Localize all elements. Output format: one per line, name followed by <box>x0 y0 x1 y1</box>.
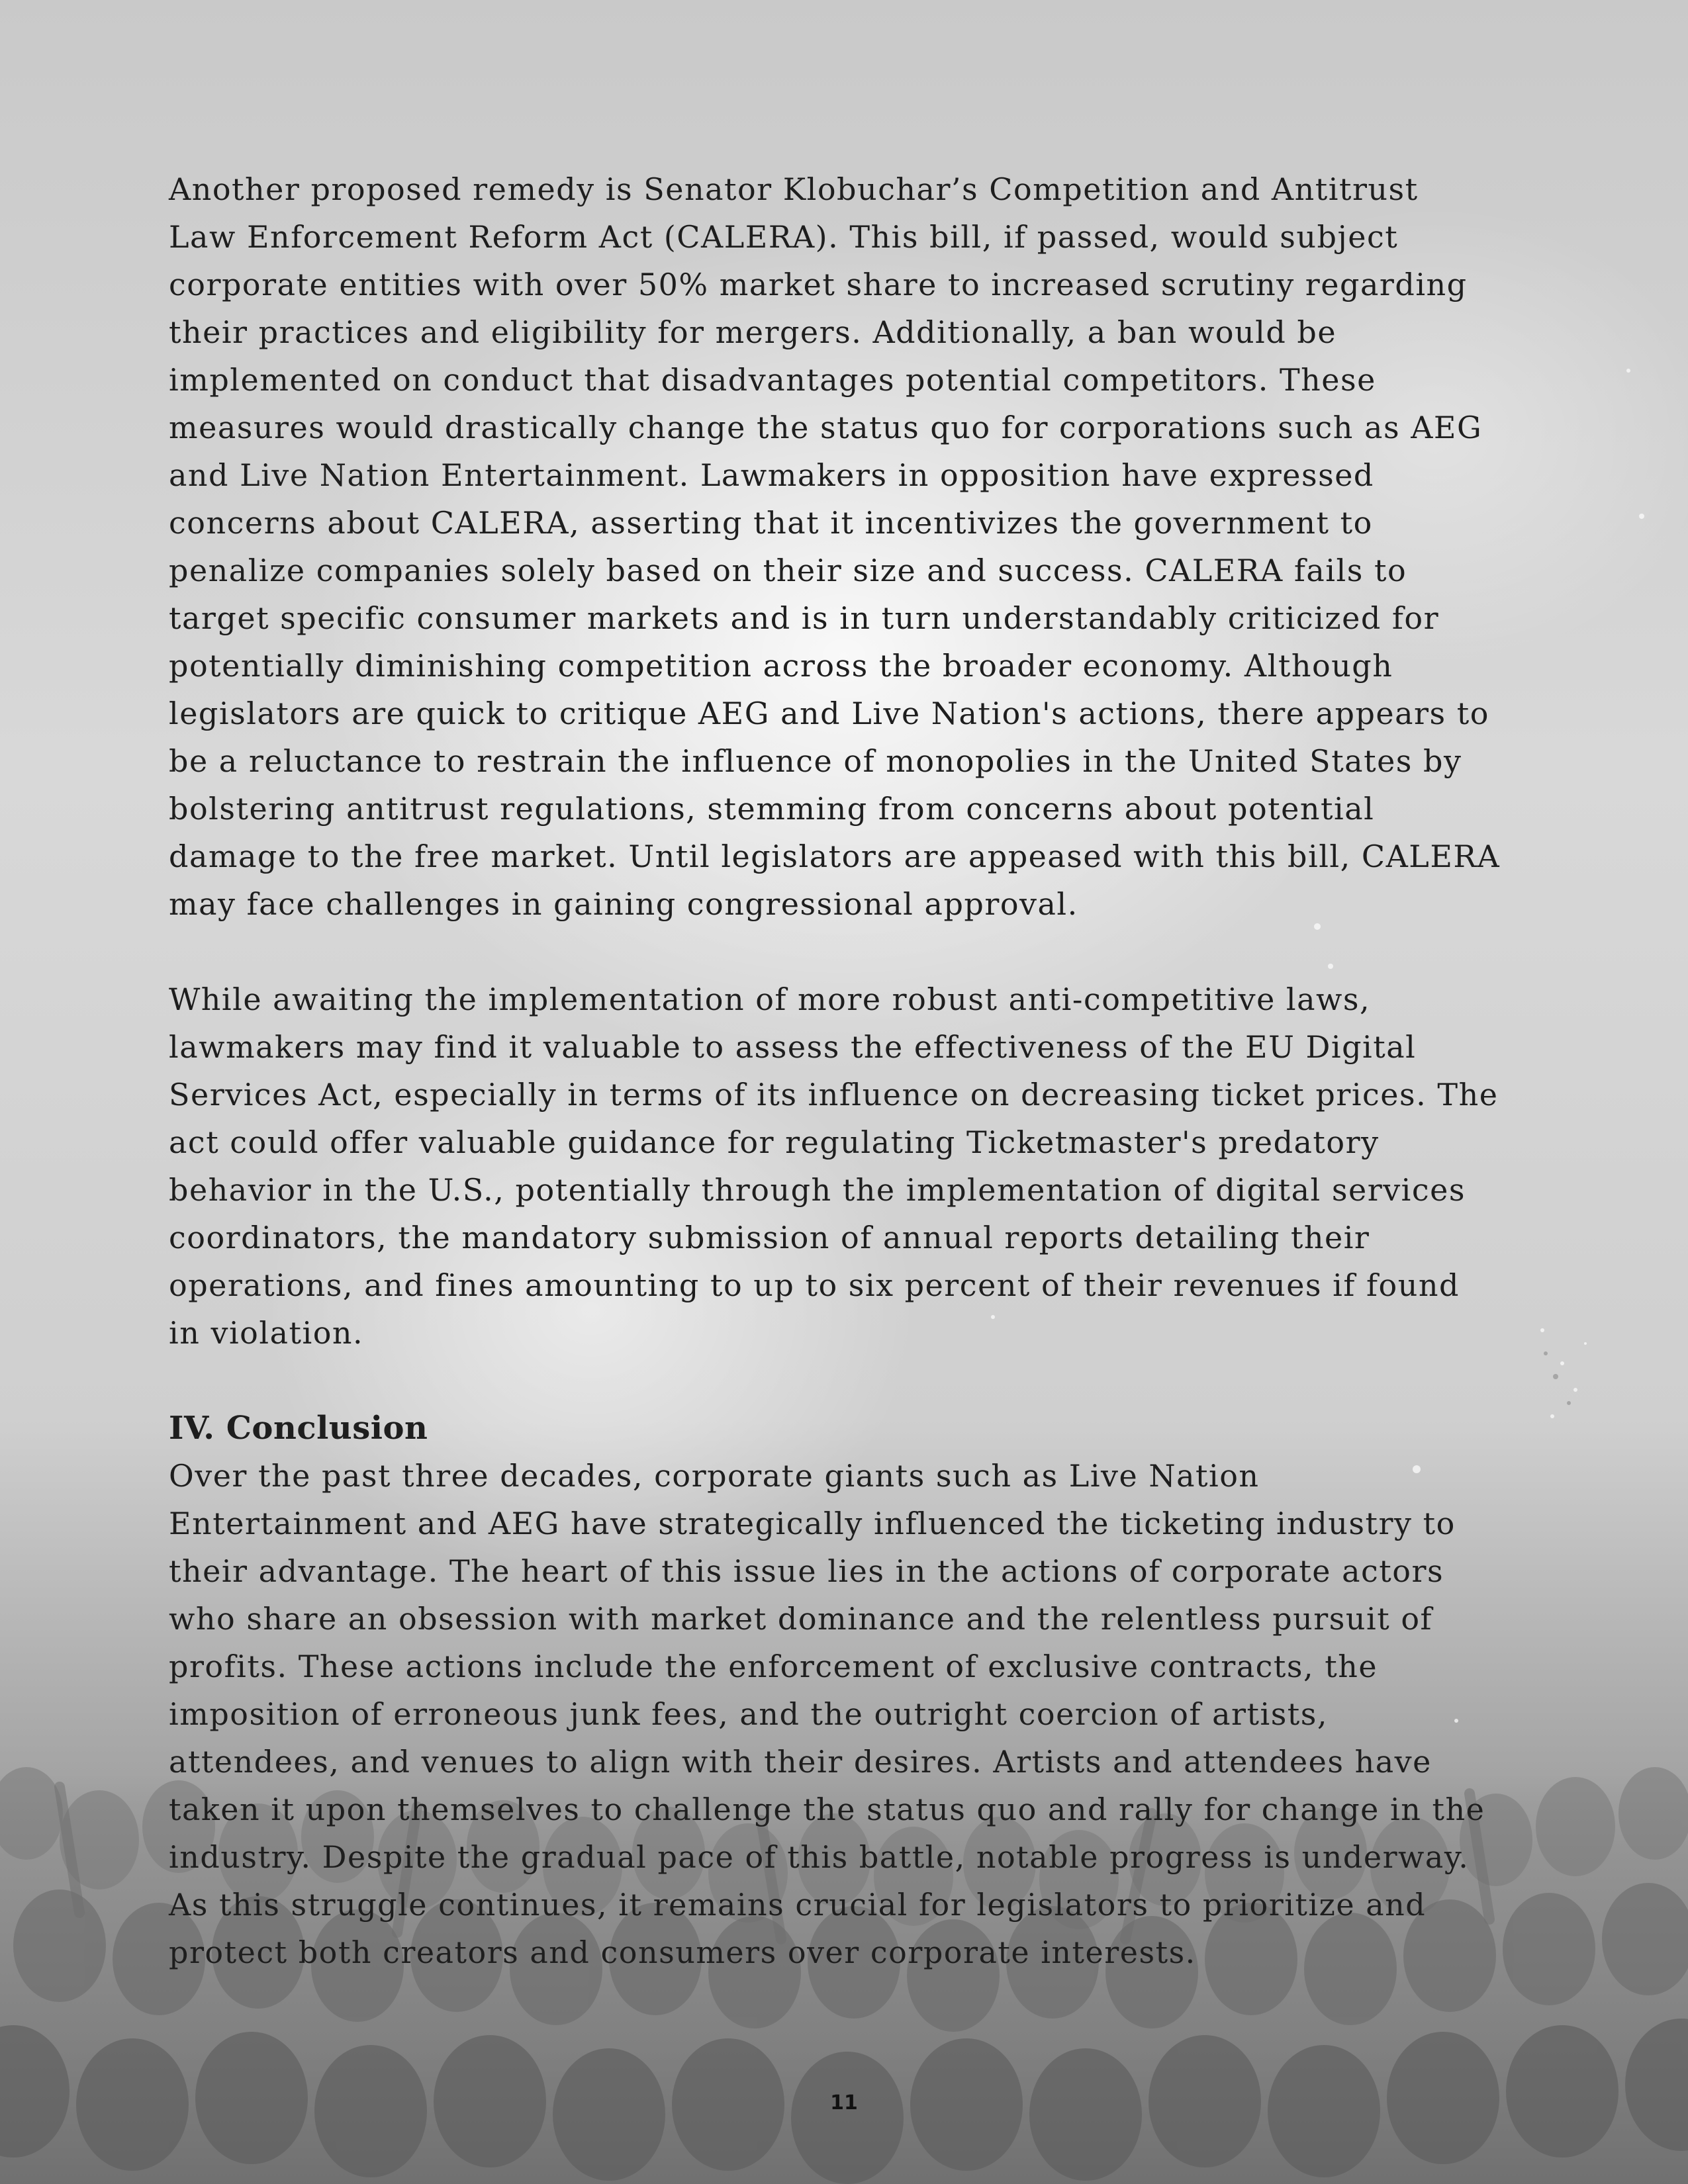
page-number: 11 <box>830 2091 858 2115</box>
paragraph-spacer <box>169 928 1519 976</box>
paragraph-conclusion: Over the past three decades, corporate giants such as Live Nation Entertainment and AEG have strategically influenced the ticketing industry to their advantage. The heart of this issue lies in the actions of corporate actors who share an obsession with market dominance and the relentless pursuit of profits. These actions include the enforcement of exclusive contracts, the imposition of erroneous junk fees, and the outright coercion of artists, attendees, and venues to align with their desires. Artists and attendees have taken it upon themselves to challenge the status quo and rally for change in the industry. Despite the gradual pace of this battle, notable progress is underway. As this struggle continues, it remains crucial for legislators to prioritize and protect both creators and consumers over corporate interests. <box>169 1458 1485 1970</box>
document-page <box>169 165 1519 1976</box>
paragraph-calera: Another proposed remedy is Senator Klobuchar’s Competition and Antitrust Law Enforcement Reform Act (CALERA). This bill, if passed, would subject corporate entities with over 50% market share to increased scrutiny regarding their practices and eligibility for mergers. Additionally, a ban would be implemented on conduct that disadvantages potential competitors. These measures would drastically change the status quo for corporations such as AEG and Live Nation Entertainment. Lawmakers in opposition have expressed concerns about CALERA, asserting that it incentivizes the government to penalize companies solely based on their size and success. CALERA fails to target specific consumer markets and is in turn understandably criticized for potentially diminishing competition across the broader economy. Although legislators are quick to critique AEG and Live Nation's actions, there appears to be a reluctance to restrain the influence of monopolies in the United States by bolstering antitrust regulations, stemming from concerns about potential damage to the free market. Until legislators are appeased with this bill, CALERA may face challenges in gaining congressional approval. <box>169 171 1501 922</box>
section-heading-conclusion: IV. Conclusion <box>169 1410 428 1447</box>
paragraph-spacer <box>169 1357 1519 1404</box>
paragraph-eu-digital-services-act: While awaiting the implementation of more robust anti-competitive laws, lawmakers may find it valuable to assess the effectiveness of the EU Digital Services Act, especially in terms of its influence on decreasing ticket prices. The act could offer valuable guidance for regulating Ticketmaster's predatory behavior in the U.S., potentially through the implementation of digital services coordinators, the mandatory submission of annual reports detailing their operations, and fines amounting to up to six percent of their revenues if found in violation. <box>169 981 1499 1351</box>
